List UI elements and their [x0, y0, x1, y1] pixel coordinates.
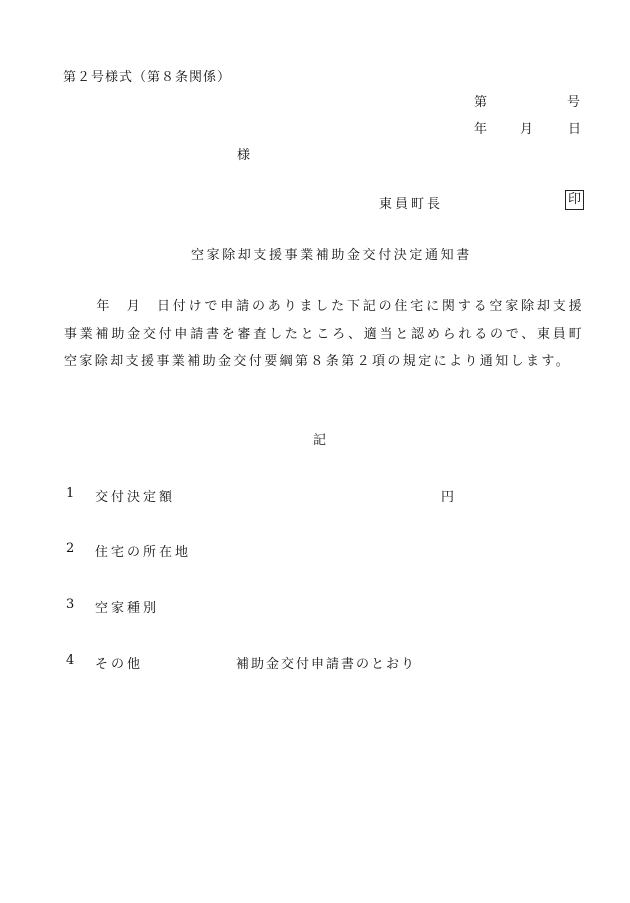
item-4-number: 4 — [66, 653, 75, 668]
seal-mark: 印 — [565, 190, 584, 210]
item-2-number: 2 — [66, 541, 75, 556]
item-4-label: その他 — [95, 657, 144, 672]
doc-number-suffix: 号 — [567, 95, 581, 110]
item-4-value: 補助金交付申請書のとおり — [236, 657, 417, 672]
date-month: 月 — [520, 122, 534, 137]
item-1-number: 1 — [66, 486, 75, 501]
body-year: 年 — [96, 299, 113, 314]
item-2-label: 住宅の所在地 — [95, 545, 192, 560]
body-month: 月 — [126, 299, 143, 314]
record-mark: 記 — [313, 433, 327, 448]
item-1-unit: 円 — [441, 490, 455, 505]
form-number: 第２号様式（第８条関係） — [63, 70, 232, 85]
date-year: 年 — [474, 122, 488, 137]
document-title: 空家除却支援事業補助金交付決定通知書 — [191, 248, 472, 263]
addressee-suffix: 様 — [237, 148, 251, 163]
item-3-number: 3 — [66, 597, 75, 612]
body-text: 日付けで申請のありました下記の住宅に関する空家除却支援事業補助金交付申請書を審査したところ、適当と認められるので、東員町空家除却支援事業補助金交付要綱第８条第２項の規定により通知します。 — [64, 299, 584, 369]
item-1-label: 交付決定額 — [95, 490, 176, 505]
body-paragraph — [64, 293, 584, 376]
date-day: 日 — [568, 122, 582, 137]
issuer-title: 東員町長 — [379, 197, 444, 212]
doc-number-prefix: 第 — [474, 95, 488, 110]
item-3-label: 空家種別 — [95, 601, 160, 616]
